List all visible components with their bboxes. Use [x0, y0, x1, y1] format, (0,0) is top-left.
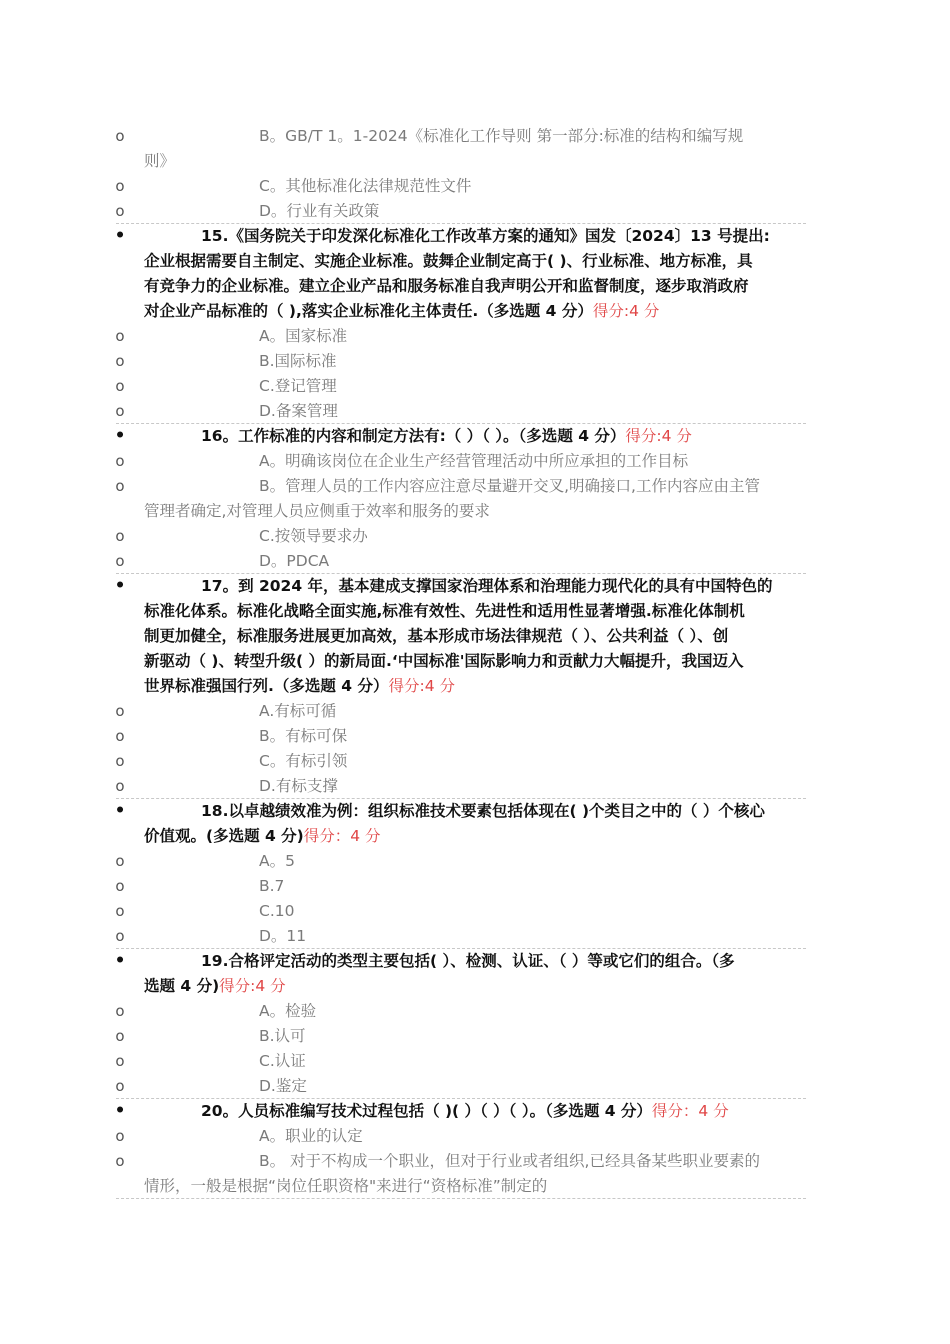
- option-text: D.有标支撑: [259, 777, 338, 795]
- option-item: [0, 1074, 950, 1099]
- question-19: [0, 949, 950, 999]
- question-bullet: •: [114, 576, 126, 596]
- question-text: 对企业产品标准的（ ),落实企业标准化主体责任.（多选题 4 分）: [144, 302, 593, 320]
- option-marker: o: [115, 452, 125, 470]
- option-text: B.认可: [259, 1027, 306, 1045]
- question-text: 选题 4 分): [144, 977, 220, 995]
- option-text: A。国家标准: [259, 327, 348, 345]
- option-text-continued: 则》: [144, 152, 176, 170]
- option-marker: o: [115, 1077, 125, 1095]
- dashed-divider: [116, 1198, 806, 1199]
- question-text: 价值观。(多选题 4 分): [144, 827, 304, 845]
- option-item: [0, 749, 950, 774]
- option-item: [0, 1049, 950, 1074]
- option-text: B.国际标准: [259, 352, 337, 370]
- option-marker: o: [115, 552, 125, 570]
- option-item: [0, 124, 950, 174]
- option-text: A.有标可循: [259, 702, 337, 720]
- option-text: C。其他标准化法律规范性文件: [259, 177, 472, 195]
- option-text: C.按领导要求办: [259, 527, 368, 545]
- option-item: [0, 899, 950, 924]
- option-text: C。有标引领: [259, 752, 348, 770]
- option-text-continued: 管理者确定,对管理人员应侧重于效率和服务的要求: [144, 502, 490, 520]
- option-item: [0, 349, 950, 374]
- option-marker: o: [115, 527, 125, 545]
- option-marker: o: [115, 1002, 125, 1020]
- option-item: [0, 774, 950, 799]
- option-marker: o: [115, 127, 125, 145]
- option-item: [0, 174, 950, 199]
- question-text: 制更加健全，标准服务进展更加高效，基本形成市场法律规范（ ）、公共利益（ ）、创: [144, 627, 729, 645]
- option-marker: o: [115, 752, 125, 770]
- option-item: [0, 999, 950, 1024]
- option-text: D。11: [259, 927, 307, 945]
- option-text: C.10: [259, 902, 295, 920]
- option-text: C.登记管理: [259, 377, 337, 395]
- question-bullet: •: [114, 426, 126, 446]
- score-label: 得分：4 分: [651, 1102, 729, 1120]
- option-item: [0, 699, 950, 724]
- option-text: A。检验: [259, 1002, 317, 1020]
- option-marker: o: [115, 477, 125, 495]
- option-marker: o: [115, 927, 125, 945]
- option-marker: o: [115, 177, 125, 195]
- option-item: [0, 874, 950, 899]
- option-marker: o: [115, 852, 125, 870]
- score-label: 得分：4 分: [303, 827, 381, 845]
- option-text: C.认证: [259, 1052, 306, 1070]
- question-text: 16。工作标准的内容和制定方法有:（ ）（ ）。（多选题 4 分）: [201, 427, 626, 445]
- option-text: A。职业的认定: [259, 1127, 363, 1145]
- option-item: [0, 849, 950, 874]
- option-item: [0, 324, 950, 349]
- question-text: 15.《国务院关于印发深化标准化工作改革方案的通知》国发〔2024〕13 号提出:: [201, 227, 770, 245]
- question-bullet: •: [114, 801, 126, 821]
- option-marker: o: [115, 1052, 125, 1070]
- option-text: D.备案管理: [259, 402, 338, 420]
- option-marker: o: [115, 377, 125, 395]
- option-item: [0, 399, 950, 424]
- option-item: [0, 549, 950, 574]
- option-marker: o: [115, 1027, 125, 1045]
- option-marker: o: [115, 702, 125, 720]
- option-text: A。明确该岗位在企业生产经营管理活动中所应承担的工作目标: [259, 452, 689, 470]
- option-item: [0, 374, 950, 399]
- option-item: [0, 524, 950, 549]
- option-item: [0, 199, 950, 224]
- score-label: 得分:4 分: [592, 302, 660, 320]
- document-page: [0, 124, 950, 1199]
- option-text: D。PDCA: [259, 552, 330, 570]
- option-item: [0, 1124, 950, 1149]
- option-text: B。 对于不构成一个职业，但对于行业或者组织,已经具备某些职业要素的: [259, 1152, 760, 1170]
- option-marker: o: [115, 202, 125, 220]
- question-18: [0, 799, 950, 849]
- option-marker: o: [115, 402, 125, 420]
- score-label: 得分:4 分: [388, 677, 455, 695]
- score-label: 得分:4 分: [625, 427, 692, 445]
- option-text: A。5: [259, 852, 295, 870]
- option-text: B。有标可保: [259, 727, 348, 745]
- option-marker: o: [115, 1127, 125, 1145]
- option-marker: o: [115, 1152, 125, 1170]
- option-marker: o: [115, 902, 125, 920]
- question-text: 新驱动（ )、转型升级( ）的新局面.‘中国标准'国际影响力和贡献力大幅提升，我国迈入: [144, 652, 744, 670]
- question-text: 标准化体系。标准化战略全面实施,标准有效性、先进性和适用性显著增强.标准化体制机: [144, 602, 745, 620]
- option-marker: o: [115, 777, 125, 795]
- option-marker: o: [115, 877, 125, 895]
- option-text: D.鉴定: [259, 1077, 307, 1095]
- question-text: 18.以卓越绩效准为例：组织标准技术要素包括体现在( )个类目之中的（ ）个核心: [201, 802, 765, 820]
- option-text: B。管理人员的工作内容应注意尽量避开交叉,明确接口,工作内容应由主管: [259, 477, 760, 495]
- option-marker: o: [115, 352, 125, 370]
- question-15: [0, 224, 950, 324]
- question-17: [0, 574, 950, 699]
- score-label: 得分:4 分: [219, 977, 286, 995]
- question-text: 企业根据需要自主制定、实施企业标准。鼓舞企业制定高于( )、行业标准、地方标准，具: [144, 252, 753, 270]
- question-bullet: •: [114, 1101, 126, 1121]
- question-bullet: •: [114, 226, 126, 246]
- option-item: [0, 1149, 950, 1199]
- question-20: [0, 1099, 950, 1124]
- question-text: 世界标准强国行列.（多选题 4 分）: [144, 677, 389, 695]
- option-text-continued: 情形，一般是根据“岗位任职资格"来进行“资格标准”制定的: [144, 1177, 548, 1195]
- question-16: [0, 424, 950, 449]
- option-item: [0, 474, 950, 524]
- option-item: [0, 1024, 950, 1049]
- question-text: 有竞争力的企业标准。建立企业产品和服务标准自我声明公开和监督制度，逐步取消政府: [144, 277, 749, 295]
- option-item: [0, 924, 950, 949]
- option-marker: o: [115, 327, 125, 345]
- question-text: 17。到 2024 年，基本建成支撑国家治理体系和治理能力现代化的具有中国特色的: [201, 577, 773, 595]
- option-item: [0, 724, 950, 749]
- question-text: 19.合格评定活动的类型主要包括( ）、检测、认证、（ ）等或它们的组合。（多: [201, 952, 735, 970]
- option-item: [0, 449, 950, 474]
- question-bullet: •: [114, 951, 126, 971]
- question-text: 20。人员标准编写技术过程包括（ )( ）（ ）（ ）。（多选题 4 分）: [201, 1102, 652, 1120]
- option-marker: o: [115, 727, 125, 745]
- option-text: B。GB/T 1。1-2024《标准化工作导则 第一部分:标准的结构和编写规: [259, 127, 744, 145]
- option-text: B.7: [259, 877, 285, 895]
- option-text: D。行业有关政策: [259, 202, 380, 220]
